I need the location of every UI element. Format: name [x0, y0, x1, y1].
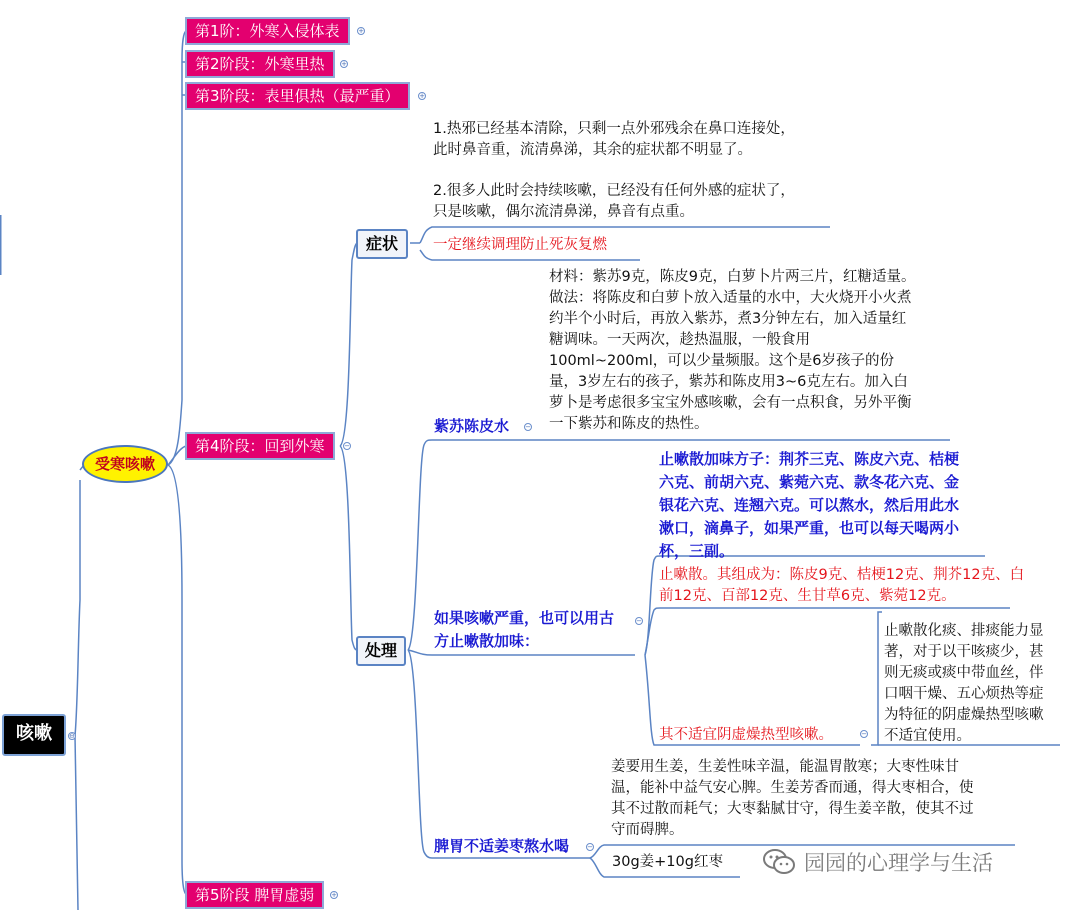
recipe-line: 做法：将陈皮和白萝卜放入适量的水中，大火烧开小火煮: [549, 290, 912, 306]
severe-cough-label-line: 方止嗽散加味：: [434, 632, 540, 650]
collapse-toggle-icon[interactable]: −: [344, 442, 350, 450]
reason-line: 口咽干燥、五心烦热等症: [884, 686, 1044, 702]
recipe-line: 约半个小时后，再放入紫苏，煮3分钟左右，加入适量红: [549, 311, 907, 327]
unsuitable-text[interactable]: 其不适宜阴虚燥热型咳嗽。: [659, 727, 833, 743]
recipe-line: 糖调味。一天两次，趁热温服，一般食用: [549, 332, 810, 348]
ginger-line: 姜要用生姜，生姜性味辛温，能温胃散寒；大枣性味甘: [611, 759, 959, 775]
formula-line: 止嗽散加味方子：荆芥三克、陈皮六克、桔梗: [659, 450, 960, 468]
expand-toggle-icon[interactable]: +: [419, 92, 425, 100]
reason-line: 则无痰或痰中带血丝，伴: [884, 665, 1044, 681]
perilla-tea-recipe: [549, 267, 915, 435]
watermark: [762, 845, 993, 879]
watermark-text: 园园的心理学与生活: [804, 851, 993, 875]
symptom-note-1-line: 1.热邪已经基本清除，只剩一点外邪残余在鼻口连接处，: [433, 121, 795, 137]
symptom-note-2-line: 只是咳嗽，偶尔流清鼻涕，鼻音有点重。: [433, 204, 694, 220]
formula-line: 杯，三副。: [659, 542, 735, 560]
ginger-date-label[interactable]: 脾胃不适姜枣熬水喝: [434, 837, 570, 855]
stage-4-node[interactable]: 第4阶段：回到外寒: [185, 432, 335, 460]
composition-text: [659, 565, 1024, 607]
root-node-cough[interactable]: 咳嗽: [2, 714, 66, 756]
ginger-line: 温，能补中益气安心脾。生姜芳香而通，得大枣相合，使: [611, 780, 974, 796]
recipe-line: 100ml~200ml，可以少量频服。这个是6岁孩子的份: [549, 353, 895, 369]
stage-2-node[interactable]: 第2阶段：外寒里热: [185, 50, 335, 78]
recipe-line: 材料：紫苏9克，陈皮9克，白萝卜片两三片，红糖适量。: [549, 269, 916, 285]
recipe-line: 一下紫苏和陈皮的热性。: [549, 416, 709, 432]
symptom-warning: 一定继续调理防止死灰复燃: [433, 237, 607, 253]
collapse-toggle-icon[interactable]: ⊖: [69, 732, 75, 740]
treatment-node[interactable]: 处理: [356, 636, 406, 666]
formula-line: 六克、前胡六克、紫菀六克、款冬花六克、金: [659, 473, 960, 491]
topic-cold-cough[interactable]: 受寒咳嗽: [82, 445, 168, 483]
composition-line: 止嗽散。其组成为：陈皮9克、桔梗12克、荆芥12克、白: [659, 567, 1025, 583]
ginger-date-notes: [611, 757, 974, 841]
stage-1-node[interactable]: 第1阶：外寒入侵体表: [185, 17, 350, 45]
formula-line: 银花六克、连翘六克。可以熬水，然后用此水: [659, 496, 960, 514]
formula-line: 漱口，滴鼻子，如果严重，也可以每天喝两小: [659, 519, 960, 537]
stage-5-node[interactable]: 第5阶段 脾胃虚弱: [185, 881, 324, 909]
reason-line: 著，对于以干咳痰少，甚: [884, 644, 1044, 660]
collapse-toggle-icon[interactable]: −: [636, 617, 642, 625]
symptom-note-2: [433, 181, 795, 223]
ginger-dose: 30g姜+10g红枣: [612, 854, 723, 870]
stage-3-node[interactable]: 第3阶段：表里俱热（最严重）: [185, 82, 410, 110]
expand-toggle-icon[interactable]: +: [341, 60, 347, 68]
symptom-note-1: [433, 119, 795, 161]
collapse-toggle-icon[interactable]: −: [525, 423, 531, 431]
symptom-note-2-line: 2.很多人此时会持续咳嗽，已经没有任何外感的症状了，: [433, 183, 795, 199]
ginger-line: 其不过散而耗气；大枣黏腻甘守，得生姜辛散，使其不过: [611, 801, 974, 817]
perilla-tea-label[interactable]: 紫苏陈皮水: [434, 417, 510, 435]
severe-cough-label[interactable]: [434, 607, 614, 653]
formula-text: [659, 448, 959, 563]
wechat-icon: [762, 848, 796, 876]
symptom-note-1-line: 此时鼻音重，流清鼻涕，其余的症状都不明显了。: [433, 142, 752, 158]
composition-line: 前12克、百部12克、生甘草6克、紫菀12克。: [659, 588, 956, 604]
expand-toggle-icon[interactable]: +: [358, 27, 364, 35]
reason-line: 止嗽散化痰、排痰能力显: [884, 623, 1044, 639]
reason-line: 不适宜使用。: [884, 728, 971, 744]
expand-toggle-icon[interactable]: +: [331, 891, 337, 899]
collapse-toggle-icon[interactable]: −: [861, 730, 867, 738]
collapse-toggle-icon[interactable]: −: [587, 843, 593, 851]
ginger-line: 守而碍脾。: [611, 822, 684, 838]
recipe-line: 量，3岁左右的孩子，紫苏和陈皮用3~6克左右。加入白: [549, 374, 908, 390]
reason-line: 为特征的阴虚燥热型咳嗽: [884, 707, 1044, 723]
symptoms-node[interactable]: 症状: [356, 229, 408, 259]
severe-cough-label-line: 如果咳嗽严重，也可以用古: [434, 609, 615, 627]
unsuitable-reason: [884, 621, 1044, 747]
recipe-line: 萝卜是考虑很多宝宝外感咳嗽，会有一点积食，另外平衡: [549, 395, 912, 411]
